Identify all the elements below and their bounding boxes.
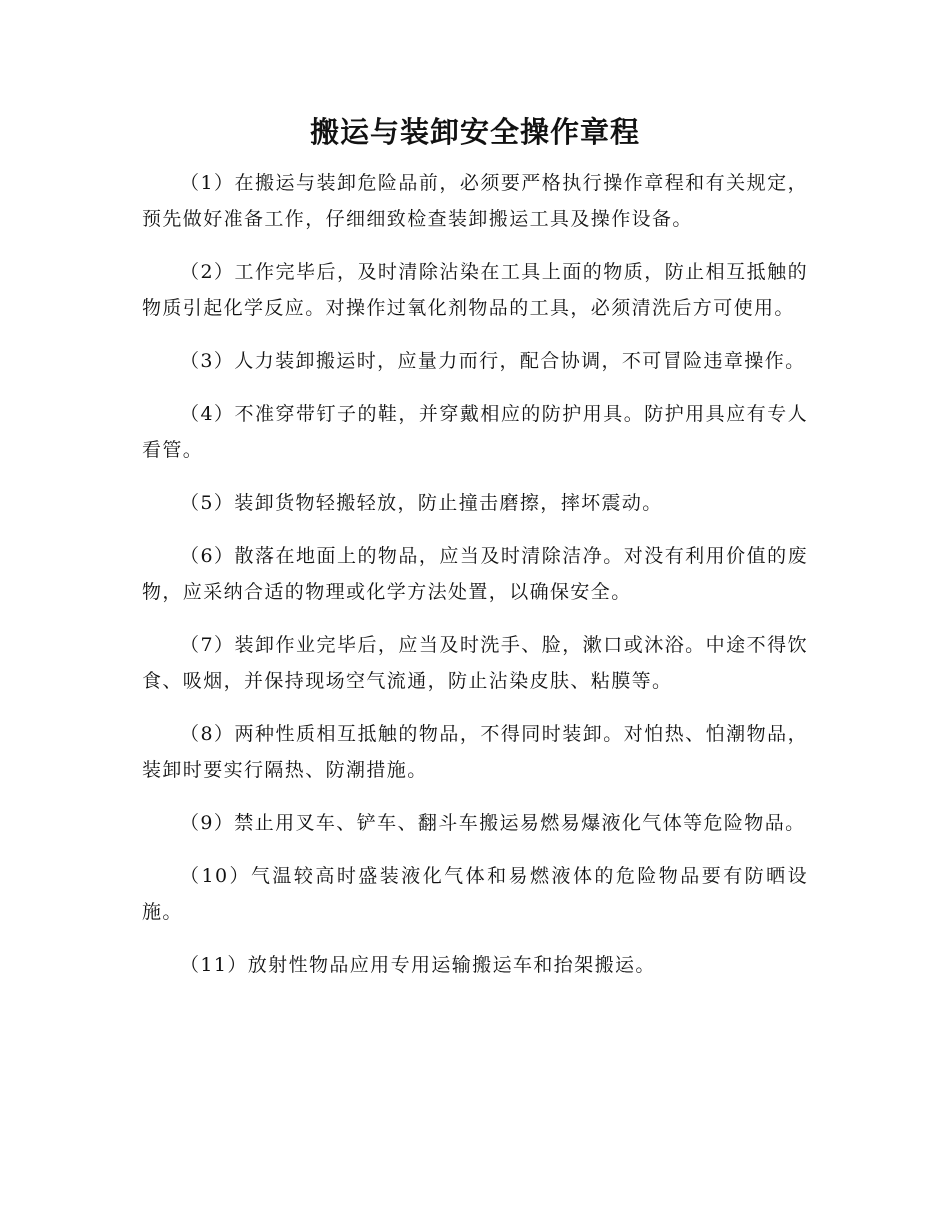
- paragraph-2: （2）工作完毕后，及时清除沾染在工具上面的物质，防止相互抵触的物质引起化学反应。对操作过氧化剂物品的工具，必须清洗后方可使用。: [142, 261, 808, 319]
- paragraph-5: （5）装卸货物轻搬轻放，防止撞击磨擦，摔坏震动。: [180, 492, 663, 514]
- document-body: [142, 165, 808, 1000]
- paragraph-3: （3）人力装卸搬运时，应量力而行，配合协调，不可冒险违章操作。: [180, 350, 806, 372]
- document-title: 搬运与装卸安全操作章程: [309, 115, 640, 149]
- paragraph-4: （4）不准穿带钉子的鞋，并穿戴相应的防护用具。防护用具应有专人看管。: [142, 403, 808, 461]
- paragraph-10: （10）气温较高时盛装液化气体和易燃液体的危险物品要有防晒设施。: [142, 865, 808, 923]
- paragraph-11: （11）放射性物品应用专用运输搬运车和抬架搬运。: [180, 954, 656, 976]
- paragraph-9: （9）禁止用叉车、铲车、翻斗车搬运易燃易爆液化气体等危险物品。: [180, 812, 806, 834]
- paragraph-7: （7）装卸作业完毕后，应当及时洗手、脸，漱口或沐浴。中途不得饮食、吸烟，并保持现场空气流通，防止沾染皮肤、粘膜等。: [142, 634, 808, 692]
- paragraph-1: （1）在搬运与装卸危险品前，必须要严格执行操作章程和有关规定，预先做好准备工作，仔细细致检查装卸搬运工具及操作设备。: [142, 172, 808, 230]
- paragraph-6: （6）散落在地面上的物品，应当及时清除洁净。对没有利用价值的废物，应采纳合适的物理或化学方法处置，以确保安全。: [142, 545, 808, 603]
- paragraph-8: （8）两种性质相互抵触的物品，不得同时装卸。对怕热、怕潮物品，装卸时要实行隔热、防潮措施。: [142, 723, 808, 781]
